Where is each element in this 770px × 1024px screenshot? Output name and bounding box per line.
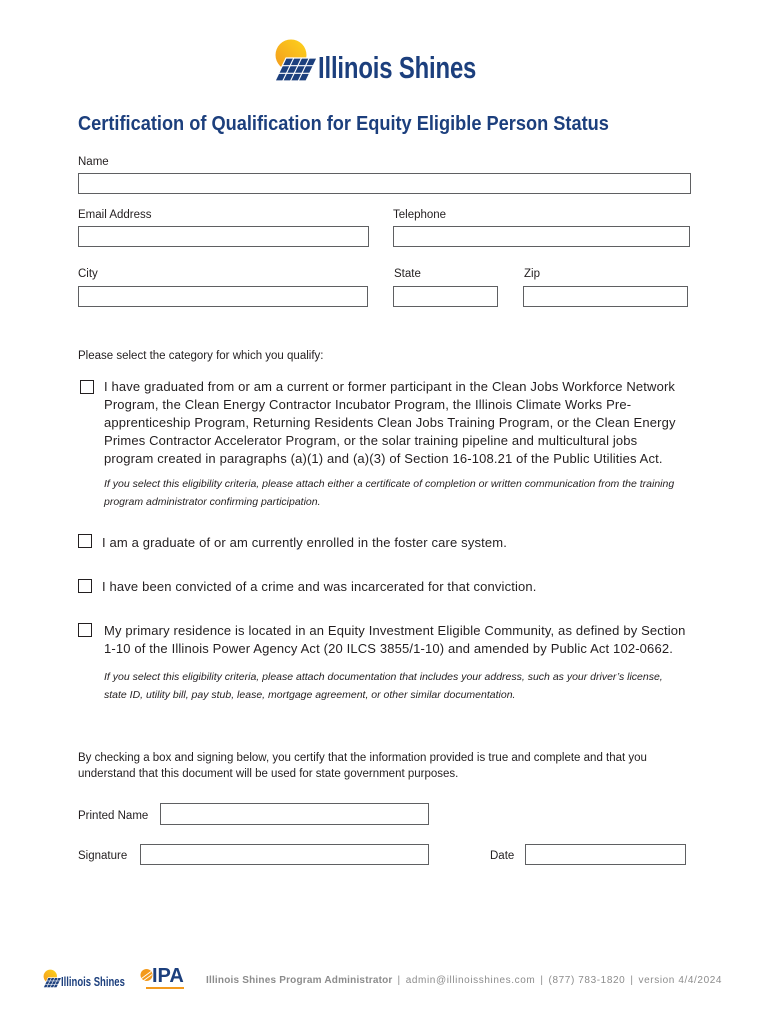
- signature-label: Signature: [78, 850, 128, 862]
- signature-input[interactable]: [140, 844, 429, 865]
- footer-separator: |: [397, 975, 401, 986]
- footer-version: version 4/4/2024: [638, 975, 723, 986]
- option-4-line: 1-10 of the Illinois Power Agency Act (20 ILCS 3855/1-10) and amended by Public Act 102-0662.: [104, 641, 673, 656]
- telephone-input[interactable]: [393, 226, 690, 247]
- ipa-logo-text: IPA: [152, 965, 184, 987]
- date-input[interactable]: [525, 844, 686, 865]
- ipa-logo: [140, 966, 188, 992]
- footer-program-admin: Illinois Shines Program Administrator: [206, 975, 393, 986]
- city-label: City: [78, 268, 98, 280]
- logo-brand-text: Illinois Shines: [318, 50, 477, 85]
- option-1-line: I have graduated from or am a current or former participant in the Clean Jobs Workforce Network: [104, 379, 676, 394]
- option-4-line: My primary residence is located in an Equity Investment Eligible Community, as defined by Section: [104, 623, 686, 638]
- footer-logo-brand-text: Illinois Shines: [61, 975, 125, 989]
- email-label: Email Address: [78, 209, 152, 221]
- footer-contact: [206, 974, 722, 988]
- option-1-line: Primes Contractor Accelerator Program, or the solar training pipeline and multicultural jobs: [104, 433, 638, 448]
- option-1-line: program created in paragraphs (a)(1) and (a)(3) of Section 16-108.21 of the Public Utilities Act.: [104, 451, 663, 466]
- option-1-line: apprenticeship Program, Returning Residents Clean Jobs Training Program, or the Clean Energy: [104, 415, 676, 430]
- illinois-shines-logo: [272, 38, 484, 88]
- option-2-text: [102, 534, 507, 552]
- option-1-text: [104, 378, 676, 468]
- sun-solar-panel-icon: [272, 38, 318, 82]
- zip-input[interactable]: [523, 286, 688, 307]
- footer-phone: (877) 783-1820: [548, 975, 626, 986]
- category-prompt: Please select the category for which you qualify:: [78, 350, 324, 362]
- name-input[interactable]: [78, 173, 691, 194]
- option-4-checkbox[interactable]: [78, 623, 92, 637]
- footer-separator: |: [540, 975, 544, 986]
- option-4-text: [104, 622, 686, 658]
- option-2-line: I am a graduate of or am currently enrolled in the foster care system.: [102, 535, 508, 550]
- state-label: State: [394, 268, 421, 280]
- option-1-checkbox[interactable]: [80, 380, 94, 394]
- option-4-note-line: If you select this eligibility criteria, please attach documentation that includes your address, such as your driver’s license,: [104, 671, 663, 683]
- option-4-note: [104, 668, 663, 704]
- option-3-line: I have been convicted of a crime and was incarcerated for that conviction.: [102, 579, 537, 594]
- option-1-line: Program, the Clean Energy Contractor Incubator Program, the Illinois Climate Works Pre-: [104, 397, 632, 412]
- zip-label: Zip: [524, 268, 540, 280]
- certification-statement: [78, 750, 647, 782]
- ipa-tagline-mark: [146, 987, 184, 989]
- certification-line: By checking a box and signing below, you certify that the information provided is true and complete and that you: [78, 752, 647, 764]
- certification-line: understand that this document will be used for state government purposes.: [78, 768, 459, 780]
- option-2-checkbox[interactable]: [78, 534, 92, 548]
- form-title: Certification of Qualification for Equity Eligible Person Status: [78, 113, 609, 135]
- city-input[interactable]: [78, 286, 368, 307]
- option-4-note-line: state ID, utility bill, pay stub, lease, mortgage agreement, or other similar documentation.: [104, 689, 516, 701]
- date-label: Date: [490, 850, 515, 862]
- footer-illinois-shines-logo: [42, 969, 128, 991]
- name-label: Name: [78, 156, 109, 168]
- option-3-text: [102, 578, 537, 596]
- option-1-note-line: If you select this eligibility criteria, please attach either a certificate of completion or written communication from the training: [104, 478, 675, 490]
- option-3-checkbox[interactable]: [78, 579, 92, 593]
- telephone-label: Telephone: [393, 209, 447, 221]
- option-1-note: [104, 475, 674, 511]
- printed-name-input[interactable]: [160, 803, 429, 825]
- sun-solar-panel-icon: [42, 969, 62, 988]
- email-input[interactable]: [78, 226, 369, 247]
- footer-email-link[interactable]: admin@illinoisshines.com: [405, 975, 536, 986]
- state-input[interactable]: [393, 286, 498, 307]
- option-1-note-line: program administrator confirming participation.: [104, 496, 321, 508]
- printed-name-label: Printed Name: [78, 810, 149, 822]
- footer-separator: |: [630, 975, 634, 986]
